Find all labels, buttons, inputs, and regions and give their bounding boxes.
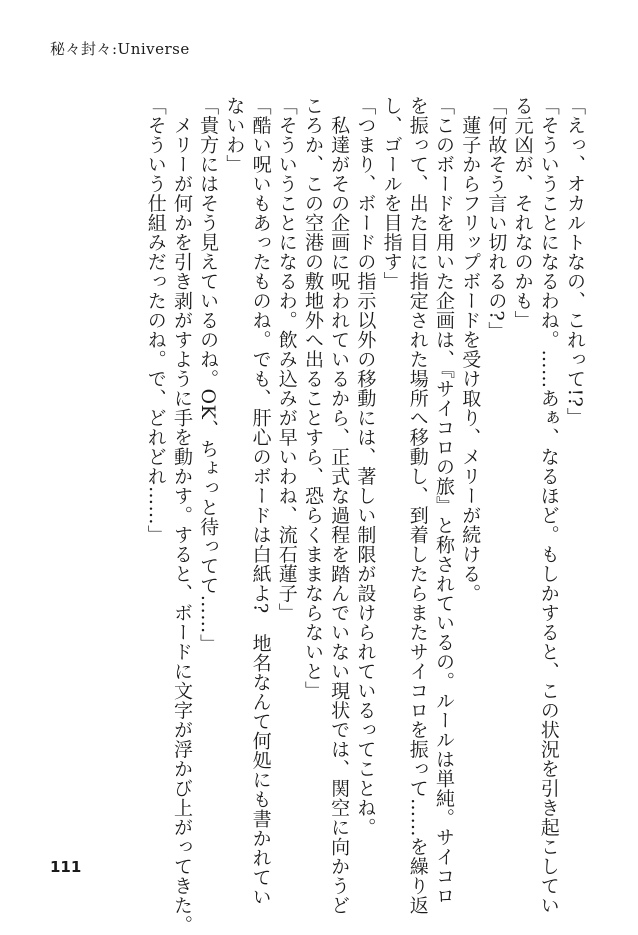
text-line: 「そういうことになるわね。……あぁ、なるほど。もしかすると、この状況を引き起こしてい	[537, 96, 560, 915]
running-header: 秘々封々:Universe	[50, 40, 190, 58]
text-line: 「何故そう言い切れるの?」	[485, 96, 508, 341]
text-line: 「酷い呪いもあったものね。でも、肝心のボードは白紙よ? 地名なんて何処にも書かれてい	[249, 96, 272, 907]
text-line: 私達がその企画に呪われているから、正式な過程を踏んでいない現状では、関空に向かうど	[328, 96, 351, 915]
text-line: 「貴方にはそう見えているのね。OK、ちょっと待ってて……」	[197, 96, 220, 654]
text-line: 「えっ、オカルトなの、これって!?」	[564, 96, 586, 427]
text-line: 「そういうことになるわ。飲み込みが早いわね、流石蓮子」	[275, 96, 298, 623]
text-line: ないわ」	[223, 96, 246, 174]
text-line: る元凶が、それなのかも」	[511, 96, 534, 330]
page-number: 111	[50, 858, 82, 876]
text-line: 蓮子からフリップボードを受け取り、メリーが続ける。	[459, 96, 482, 603]
text-line: メリーが何かを引き剥がすように手を動かす。すると、ボードに文字が浮かび上がってきた。	[170, 96, 193, 935]
text-line: を振って、出た目に指定された場所へ移動し、到着したらまたサイコロを振って……を繰り返	[406, 96, 429, 915]
text-line: し、ゴールを目指す」	[380, 96, 403, 291]
text-line: ころか、この空港の敷地外へ出ることすら、恐らくままならないと」	[301, 96, 324, 701]
text-line: 「つまり、ボードの指示以外の移動には、著しい制限が設けられているってことね。	[354, 96, 377, 837]
text-line: 「このボードを用いた企画は、『サイコロの旅』と称されているの。ルールは単純。サイコロ	[432, 96, 455, 906]
text-line: 「そういう仕組みだったのね。で、どれどれ……」	[144, 96, 167, 545]
